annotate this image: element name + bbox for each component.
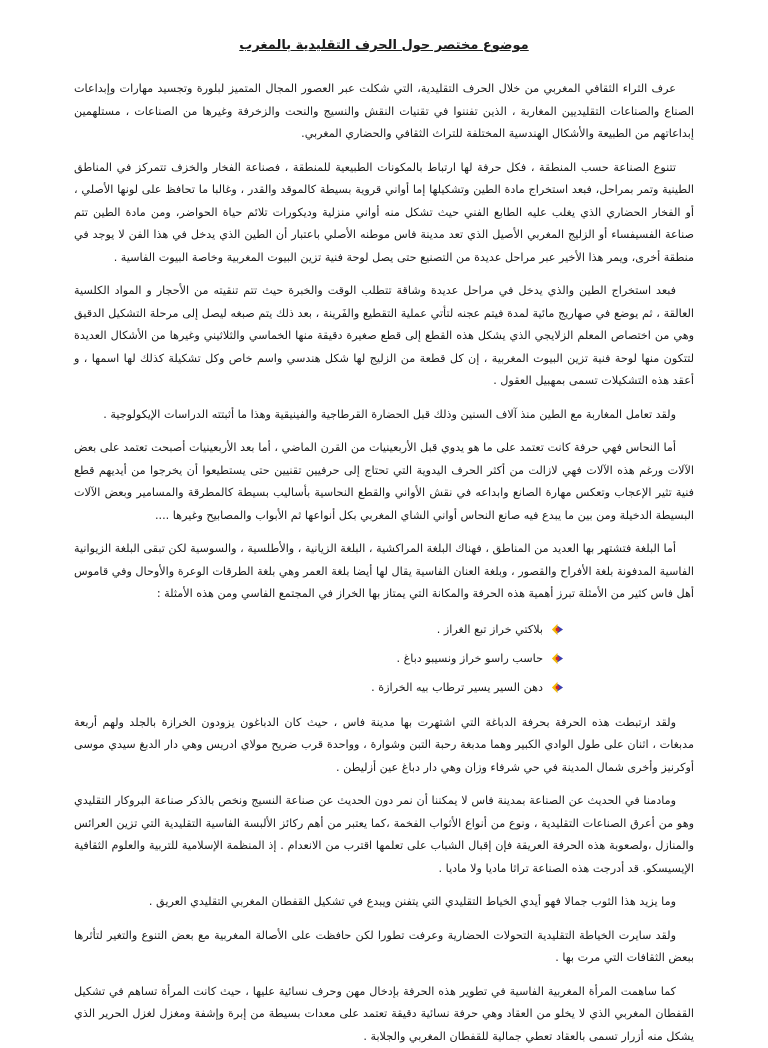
paragraph-balgha: أما البلغة فتشتهر بها العديد من المناطق ، فهناك البلغة المراكشية ، البلغة الزيانية ، والأطلسية ، والسوسية لكن تبقى البلغة الزيوانية الفاسية المدفونة بلغة الأفراح والقصور ، وبلغة العنان الفاسية يقال لها أيضا بلغة العمر وهي بلغة الطرقات الوعرة والأوحال وفي قاموس أهل فاس كثير من الأمثلة تبرز أهمية هذه الحرفة والمكانة التي يمتاز بها الخراز في المجتمع الفاسي ومن هذه الأمثلة : (74, 538, 694, 606)
proverb-text: حاسب راسو خراز ونسيبو دباغ . (397, 644, 544, 673)
paragraph-copper: أما النحاس فهي حرفة كانت تعتمد على ما هو يدوي قبل الأربعينيات من القرن الماضي ، أما بعد الأربعينيات أصبحت تعتمد على بعض الآلات ورغم هذه الآلات فهي لازالت من أكثر الحرف اليدوية التي تحتاج إلى حرفيين تقنيين حتى يستطيعوا أن يخرجوا من أيديهم قطع فنية تثير الإعجاب وتعكس مهارة الصانع وابداعه في نقش الأواني والقطع النحاسية بأساليب بسيطة كالمطرقة والمسامير وبعض الآلات البسيطة الدخيلة ومن بين ما يبدع فيه صانع النحاس أواني الشاي المغربي بكل أنواعها ثم الأبواب والمصابيح وغيرها .... (74, 437, 694, 527)
paragraph-clay-history: ولقد تعامل المغاربة مع الطين منذ آلاف السنين وذلك قبل الحضارة القرطاجية والفينيقية وهذا ما أثبتته الدراسات الإيكولوجية . (74, 404, 694, 427)
paragraph-tannery: ولقد ارتبطت هذه الحرفة بحرفة الدباغة التي اشتهرت بها مدينة فاس ، حيث كان الدباغون يزودون الخرازة بالجلد ولهم أربعة مدبغات ، اثنان على طول الوادي الكبير وهما مدبغة رحبة التبن وشوارة ، وواحدة قرب ضريح مولاي ادريس وهي دار الدبغ سيدي موسى أوكرنيز وأخرى شمال المدينة في حي شرفاء وزان وهي دار دباغ عين أزليطن . (74, 712, 694, 780)
list-item (74, 615, 564, 644)
paragraph-zellige: فبعد استخراج الطين والذي يدخل في مراحل عديدة وشاقة تتطلب الوقت والخبرة حيث تتم تنقيته من الأحجار و المواد الكلسية العالقة ، ثم يوضع في صهاريج مائية لمدة فيتم عجنه لتأتي عملية التقطيع والفَرينة ، بعد ذلك يتم صبغه ليصل إلى مرحلة التشكيل الدقيق وهي من اختصاص المعلم الزلايجي الذي يشكل هذه القطع إلى قطع صغيرة دقيقة منها الخماسي والثلاثيني وغيرها من الأشكال العديدة لتتكون منها لوحة فنية تزين البيوت المغربية ، إن كل قطعة من الزليج لها شكل هندسي واسم خاص وكل تشكيلة كذلك لها اسمها ، و أعقد هذه التشكيلات تسمى بمهبيل العقول . (74, 280, 694, 393)
bullet-icon (551, 623, 564, 636)
list-item (74, 673, 564, 702)
proverb-text: دهن السير يسير ترطاب بيه الخرازة . (371, 673, 543, 702)
paragraph-women-craft: كما ساهمت المرأة المغربية الفاسية في تطوير هذه الحرفة بإدخال مهن وحرف نسائية عليها ، حيث كانت المرأة تساهم في تشكيل القفطان المغربي الذي لا يخلو من العقاد وهي حرفة نسائية دقيقة تعتمد على معدات بسيطة من إبرة وإشفة ومغزل لغزل الحرير الذي يشكل منه أزرار تسمى بالعقاد تعطي جمالية للقفطان المغربي والجلابة . (74, 981, 694, 1048)
bullet-icon (551, 681, 564, 694)
document-title: موضوع مختصر حول الحرف التقليدية بالمغرب (74, 36, 694, 56)
bullet-icon (551, 652, 564, 665)
paragraph-brocade: ومادمنا في الحديث عن الصناعة بمدينة فاس لا يمكننا أن نمر دون الحديث عن صناعة النسيج ونخص بالذكر صناعة البروكار التقليدي وهو من أعرق الصناعات التقليدية ، ونوع من أنواع الأثواب الفخمة ،كما يعتبر من أهم ركائز الألبسة الفاسية التقليدية التي تزين العرائس والمنازل ،ولصعوبة هذه الحرفة العريقة فإن إقبال الشباب على تعلمها اقترب من الانعدام . إذ المنظمة الإسلامية للتربية والعلوم الثقافية الإيسيسكو. قد أدرجت هذه الصناعة تراثا ماديا ولا ماديا . (74, 790, 694, 880)
paragraph-tailoring-evolution: ولقد سايرت الخياطة التقليدية التحولات الحضارية وعرفت تطورا لكن حافظت على الأصالة المغربية مع بعض التنوع والتغير لتأثرها ببعض الثقافات التي مرت بها . (74, 925, 694, 970)
proverb-text: بلاكتي خراز تبع الغراز . (437, 615, 543, 644)
proverb-list (74, 615, 694, 702)
paragraph-pottery: تتنوع الصناعة حسب المنطقة ، فكل حرفة لها ارتباط بالمكونات الطبيعية للمنطقة ، فصناعة الفخار والخزف تتمركز في المناطق الطينية وتمر بمراحل، فبعد استخراج مادة الطين وتشكيلها إما أواني قروية بسيطة كالموقد والقدر ، وغالبا ما تحافظ على لونها الأصلي ، أو الفخار الحضاري الذي يغلب عليه الطابع الفني حيث تشكل منه أواني منزلية وديكورات تلائم حياة الحواضر، ومن مادة الطين تتم صناعة الفسيفساء أو الزليج المغربي الأصيل الذي تعد مدينة فاس موطنه الأصلي باعتبار أن الطين الذي يدخل في هذا الفن لا يوجد في منطقة أخرى، ويمر هذا الأخير عبر مراحل عديدة من التصنيع حتى يصل لوحة فنية تزين البيوت المغربية وخاصة البيوت الفاسية . (74, 157, 694, 270)
paragraph-intro: عرف الثراء الثقافي المغربي من خلال الحرف التقليدية، التي شكلت عبر العصور المجال المتميز لبلورة وتجسيد مهارات وإبداعات الصناع والصناعات التقليديين المغاربة ، الذين تفننوا في تقنيات النقش والنسيج والنحت والزخرفة وغيرها من الصناعات ، مستلهمين إبداعاتهم من الطبيعة والأشكال الهندسية المختلفة للتراث الثقافي والحضاري المغربي. (74, 78, 694, 146)
list-item (74, 644, 564, 673)
paragraph-tailor: وما يزيد هذا الثوب جمالا فهو أيدي الخياط التقليدي التي يتفنن ويبدع في تشكيل القفطان المغربي التقليدي العريق . (74, 891, 694, 914)
